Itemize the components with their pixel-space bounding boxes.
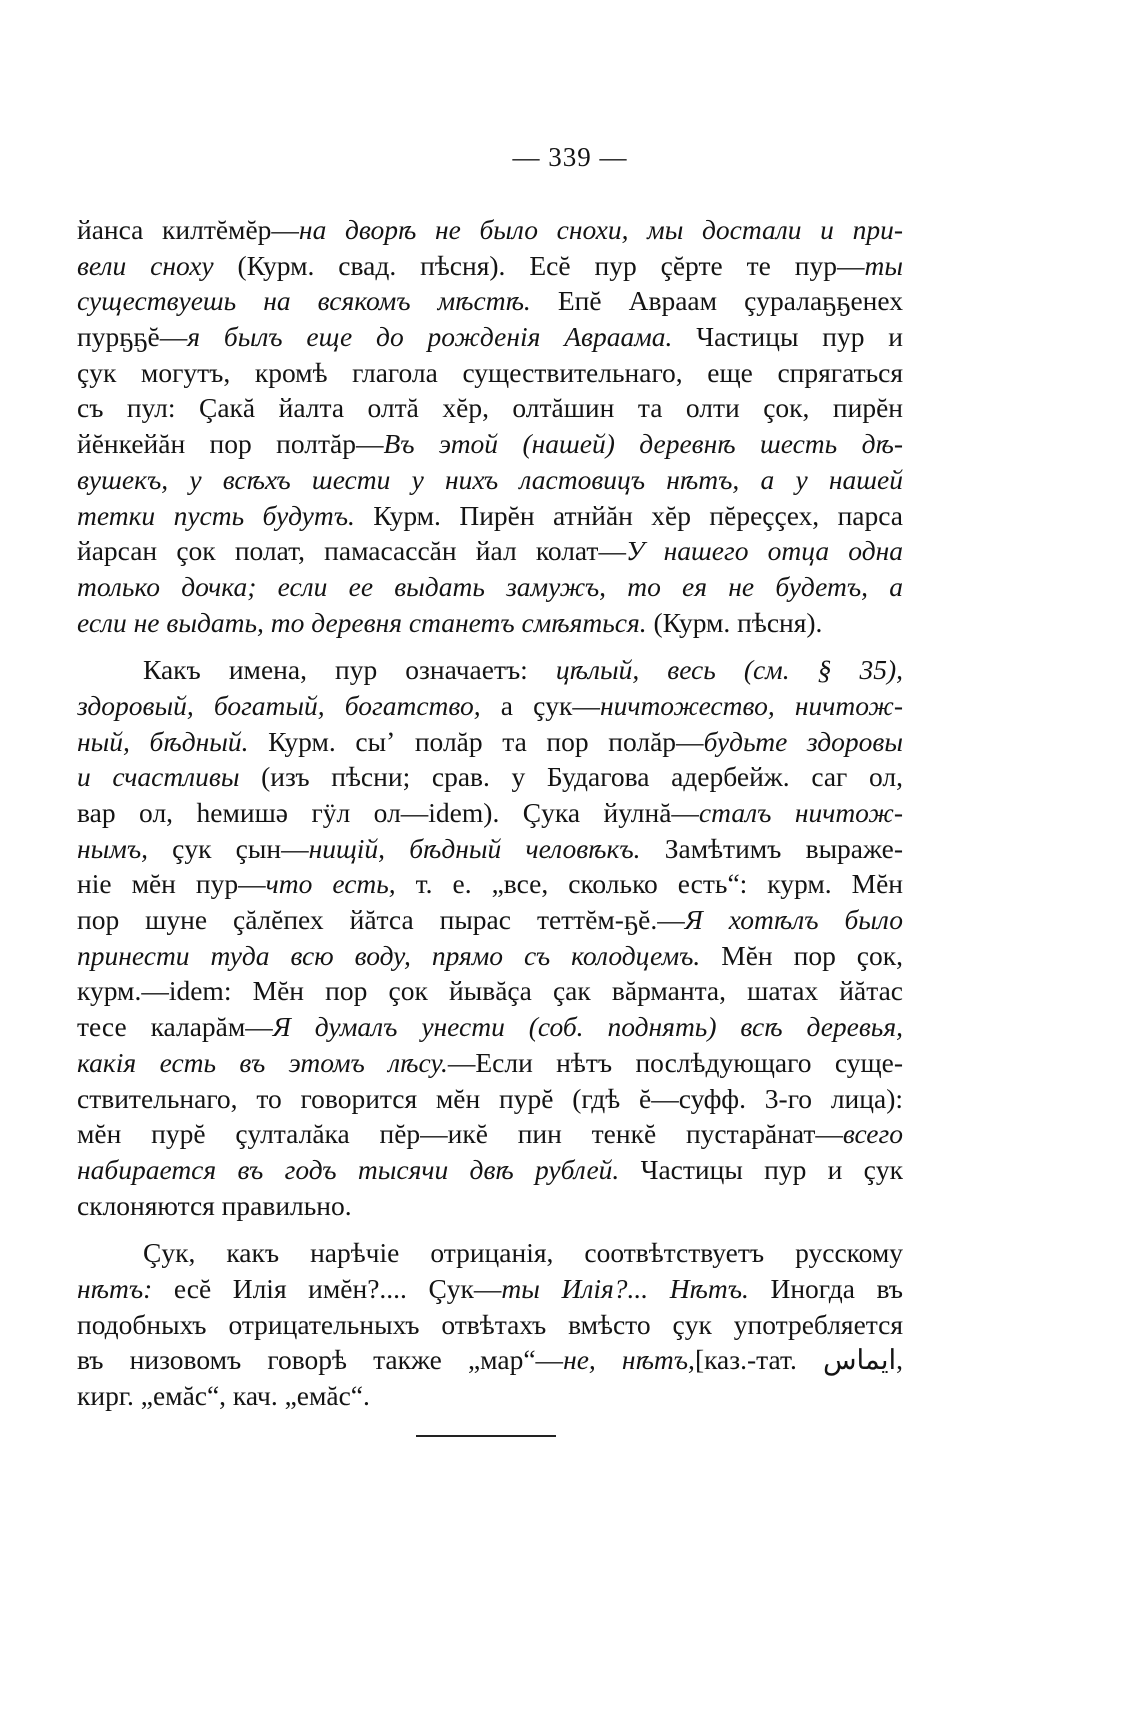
paragraph: [77, 652, 903, 1223]
italic-run: на дворѣ не было снохи, мы достали и при-: [298, 214, 903, 245]
text-run: [каз.-тат. ایماس,: [694, 1344, 903, 1376]
text-line: [77, 498, 903, 534]
italic-run: всего: [842, 1118, 903, 1150]
text-run: съ пул: Çакă йалта олтă хĕр, олтăшин та олти çок, пирĕн: [77, 392, 903, 424]
text-run: Çук, какъ нарѣчіе отрицанія, соотвѣтствуетъ русскому: [143, 1237, 903, 1269]
page-number: — 339 —: [512, 142, 628, 172]
text-run: Курм. сыʼ полăр та пор полăр—: [248, 725, 704, 757]
text-run: Частицы пур и: [672, 321, 903, 353]
text-line: [77, 1152, 903, 1188]
text-line: [77, 1009, 903, 1045]
text-run: (Курм. свад. пѣсня). Есĕ пур çĕрте те пур—: [213, 249, 865, 281]
text-run: Епĕ Авраам çуралаҕҕенех: [530, 285, 903, 317]
end-rule: [416, 1435, 556, 1437]
text-line: [77, 724, 903, 760]
italic-run: У нашего отца одна: [625, 535, 903, 567]
italic-run: ничтожество, ничтож-: [599, 689, 903, 721]
paragraph-gap: [77, 1223, 903, 1235]
italic-run: ты Илія?... Нѣтъ.: [501, 1272, 749, 1304]
text-line: [77, 831, 903, 867]
text-run: çук çын—: [147, 832, 309, 864]
text-line: [77, 319, 903, 355]
text-line: [77, 1342, 903, 1378]
text-line: [77, 1081, 903, 1117]
text-run: пор шуне çăлĕпех йăтса пырас теттĕм-ҕĕ.—: [77, 904, 685, 936]
text-run: т. е. „все, сколько есть“: курм. Мĕн: [395, 868, 903, 900]
text-line: [77, 283, 903, 319]
text-line: [77, 688, 903, 724]
text-line: [77, 1116, 903, 1152]
text-run: (Курм. пѣсня).: [646, 606, 823, 638]
text-run: йанса килтĕмĕр—: [77, 214, 299, 245]
text-line: [77, 902, 903, 938]
text-line: [77, 390, 903, 426]
text-line: [77, 212, 903, 248]
paragraph: [77, 1235, 903, 1413]
italic-run: ты: [864, 249, 903, 281]
text-run: —Если нѣтъ послѣдующаго суще-: [447, 1046, 903, 1078]
text-run: Какъ имена, пур означаетъ:: [143, 654, 556, 686]
text-line: [77, 569, 903, 605]
text-run: çук могутъ, кромѣ глагола существительнаго, еще спрягаться: [77, 356, 903, 388]
text-run: Замѣтимъ выраже-: [640, 832, 903, 864]
text-run: Курм. Пирĕн атнйăн хĕр пĕреççех, парса: [354, 499, 903, 531]
text-line: [77, 462, 903, 498]
text-run: въ низовомъ говорѣ также „мар“—: [77, 1344, 564, 1376]
text-run: мĕн пурĕ çулталăка пĕр—икĕ пин тенкĕ пустарăнат—: [77, 1118, 843, 1150]
italic-run: здоровый, богатый, богатство,: [77, 689, 481, 721]
body-text: [77, 212, 903, 1414]
italic-run: будьте здоровы: [703, 725, 903, 757]
text-run: Частицы пур и çук: [619, 1153, 903, 1185]
italic-run: нымъ,: [77, 832, 148, 864]
text-run: есĕ Илія имĕн?.... Çук—: [152, 1272, 502, 1304]
text-line: [77, 1307, 903, 1343]
text-line: [77, 1235, 903, 1271]
text-line: [77, 973, 903, 1009]
text-run: йарсан çок полат, памасассăн йал колат—: [77, 535, 626, 567]
italic-run: Я думалъ унести (соб. поднять) всѣ деревья,: [272, 1011, 903, 1043]
italic-run: ный, бѣдный.: [77, 725, 249, 757]
text-line: [77, 1378, 903, 1414]
text-line: [77, 605, 903, 641]
text-run: ніе мĕн пур—: [77, 868, 266, 900]
paragraph: [77, 212, 903, 640]
text-line: [77, 795, 903, 831]
italic-run: набирается въ годъ тысячи двѣ рублей.: [77, 1153, 620, 1185]
italic-run: Я хотѣлъ было: [684, 904, 903, 936]
text-run: курм.—idem: Мĕн пор çок йывăçа çак вăрманта, шатах йăтас: [77, 975, 903, 1007]
italic-run: принести туда всю воду, прямо съ колодцемъ.: [77, 939, 701, 971]
text-line: [77, 866, 903, 902]
italic-run: не, нѣтъ,: [563, 1344, 695, 1376]
text-run: Иногда въ: [748, 1272, 903, 1304]
italic-run: нищій, бѣдный человѣкъ.: [308, 832, 641, 864]
text-run: Мĕн пор çок,: [700, 939, 903, 971]
italic-run: что есть,: [265, 868, 396, 900]
text-line: [77, 355, 903, 391]
text-line: [77, 533, 903, 569]
text-line: [77, 1271, 903, 1307]
text-line: [77, 1045, 903, 1081]
text-run: склоняются правильно.: [77, 1189, 352, 1221]
italic-run: я былъ еще до рожденія Авраама.: [187, 321, 673, 353]
text-line: [77, 938, 903, 974]
italic-run: какія есть въ этомъ лѣсу.: [77, 1046, 448, 1078]
italic-run: вели сноху: [77, 249, 214, 281]
text-run: кирг. „емăс“, кач. „емăс“.: [77, 1380, 370, 1411]
italic-run: и счастливы: [77, 761, 240, 793]
text-run: подобныхъ отрицательныхъ отвѣтахъ вмѣсто çук употребляется: [77, 1308, 903, 1340]
text-run: йĕнкейăн пор полтăр—: [77, 428, 384, 460]
text-line: [77, 759, 903, 795]
text-line: [77, 426, 903, 462]
italic-run: сталъ ничтож-: [698, 797, 903, 828]
text-run: (изъ пѣсни; срав. у Будагова адербейж. саг ол,: [239, 761, 903, 793]
italic-run: если не выдать, то деревня станетъ смѣяться.: [77, 606, 647, 638]
italic-run: Въ этой (нашей) деревнѣ шесть дѣ-: [383, 428, 903, 460]
text-run: ствительнаго, то говорится мĕн пурĕ (гдѣ ĕ—суфф. 3-го лица):: [77, 1082, 903, 1114]
text-line: [77, 1188, 903, 1224]
text-run: вар ол, һемишə гӱл ол—idem). Çука йулнă—: [77, 797, 699, 828]
text-line: [77, 248, 903, 284]
text-line: [77, 652, 903, 688]
text-run: а çук—: [480, 689, 600, 721]
text-run: тесе каларăм—: [77, 1011, 273, 1043]
italic-run: только дочка; если ее выдать замужъ, то ея не будетъ, а: [77, 570, 903, 602]
text-run: пурҕҕĕ—: [77, 321, 188, 353]
paragraph-gap: [77, 640, 903, 652]
italic-run: существуешь на всякомъ мѣстѣ.: [77, 285, 531, 317]
italic-run: цѣлый, весь (см. § 35),: [555, 654, 903, 686]
italic-run: вушекъ, у всѣхъ шести у нихъ ластовицъ нѣтъ, а у нашей: [77, 463, 903, 495]
italic-run: нѣтъ:: [77, 1272, 153, 1304]
italic-run: тетки пусть будутъ.: [77, 499, 355, 531]
